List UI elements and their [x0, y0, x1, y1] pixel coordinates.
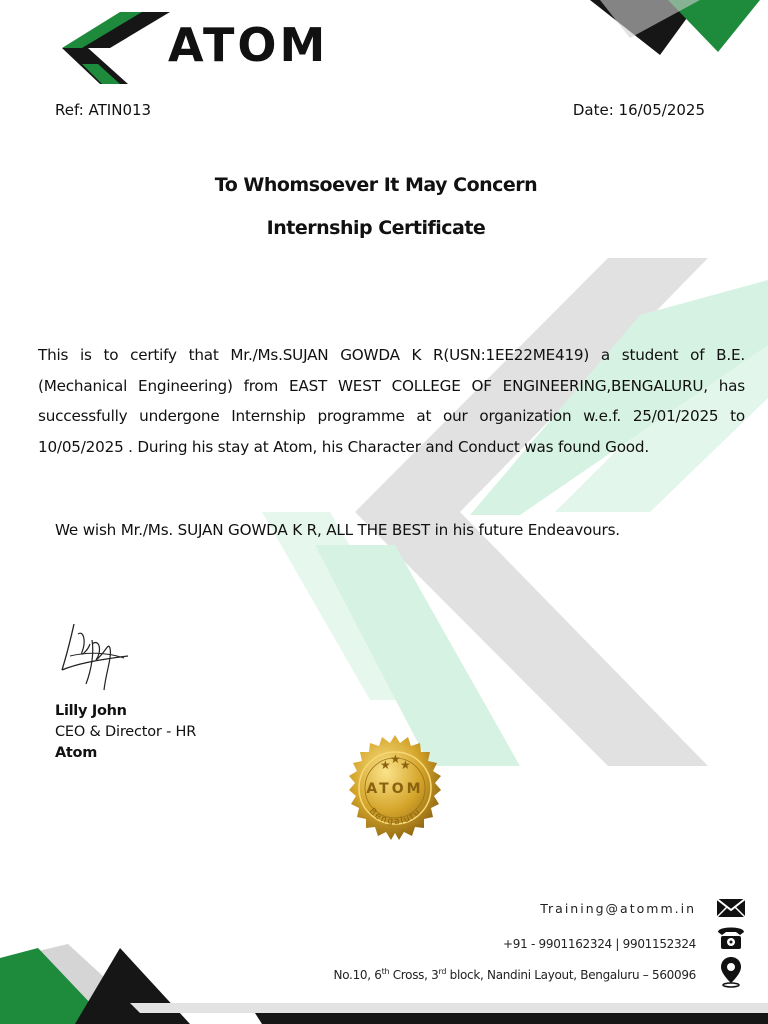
svg-text:★: ★: [400, 758, 411, 772]
contact-address: No.10, 6th Cross, 3rd block, Nandini Layout, Bengaluru – 560096: [333, 967, 696, 982]
reference-number: Ref: ATIN013: [55, 101, 152, 119]
bottom-dark-bar: [255, 1013, 768, 1024]
svg-text:★: ★: [380, 758, 391, 772]
location-pin-icon: [720, 956, 742, 988]
gold-seal: [340, 733, 450, 843]
telephone-icon: [716, 924, 746, 950]
signatory-title: CEO & Director - HR: [55, 724, 197, 740]
salutation-heading: To Whomsoever It May Concern: [214, 174, 538, 196]
certificate-title: Internship Certificate: [266, 217, 486, 239]
seal-bottom-text: Bengaluru: [366, 806, 424, 828]
signatory-organization: Atom: [55, 745, 98, 761]
seal-top-text: ATOM: [366, 781, 424, 797]
bottom-grey-bar: [130, 1003, 768, 1013]
envelope-icon: [716, 898, 746, 918]
contact-phone: +91 - 9901162324 | 9901152324: [503, 937, 696, 951]
wish-line: We wish Mr./Ms. SUJAN GOWDA K R, ALL THE BEST in his future Endeavours.: [55, 521, 620, 539]
certificate-body: This is to certify that Mr./Ms.SUJAN GOWDA K R(USN:1EE22ME419) a student of B.E. (Mechanical Engineering) from EAST WEST COLLEGE OF ENGINEERING,BENGALURU, has successfully undergone Internship programme at our organization w.e.f. 25/01/2025 to 10/05/2025 . During his stay at Atom, his Character and Conduct was found Good.: [38, 346, 745, 456]
atom-logo-mark: [58, 8, 173, 88]
signatory-name: Lilly John: [55, 703, 127, 719]
brand-name: ATOM: [168, 18, 329, 72]
svg-text:★: ★: [390, 752, 401, 766]
contact-email: Training@atomm.in: [540, 901, 696, 916]
handwritten-signature: [56, 612, 136, 697]
issue-date: Date: 16/05/2025: [572, 101, 705, 119]
